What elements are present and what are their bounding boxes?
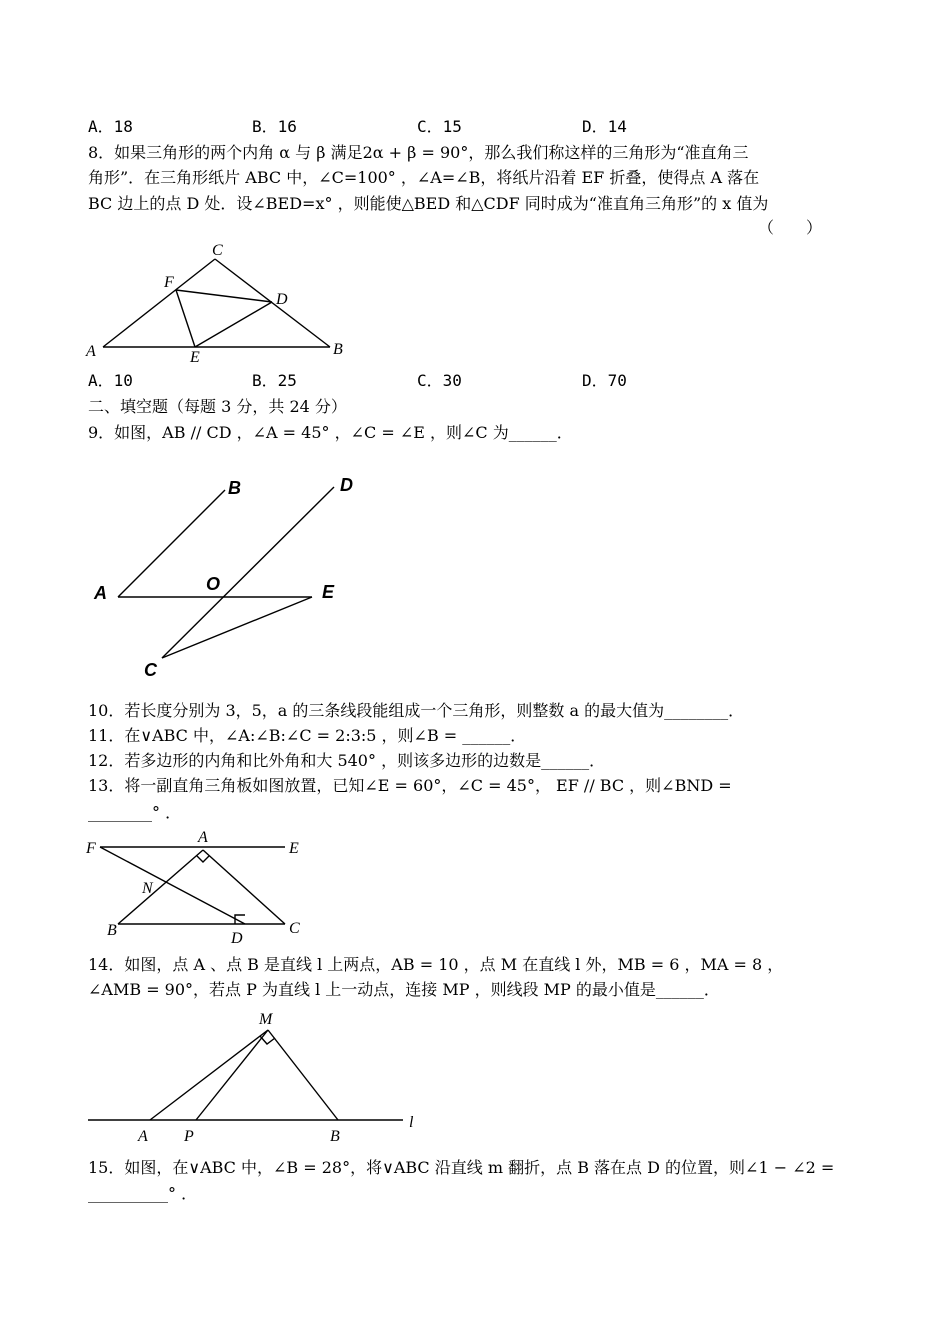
q14-line-am [150,1030,268,1120]
q15-line1: 15．如图，在∨ABC 中，∠B = 28°，将∨ABC 沿直线 m 翻折，点 B 落在点 D 的位置，则∠1 − ∠2 = [88,1158,835,1177]
q14-label-p: P [184,1128,194,1145]
q13-label-d: D [231,930,243,947]
q9-label-c: C [144,660,157,680]
q10-text: 10．若长度分别为 3，5，a 的三条线段能组成一个三角形，则整数 a 的最大值为________． [88,701,745,720]
q9-text: 9．如图，AB // CD ，∠A = 45° ，∠C = ∠E ，则∠C 为______． [88,423,573,442]
q8-option-a: A．10 [88,371,133,390]
q7-option-a: A．18 [88,117,133,136]
q11-text: 11．在∨ABC 中，∠A:∠B:∠C = 2:3:5 ，则∠B = ______． [88,726,527,745]
q13-label-f: F [86,840,96,857]
q8-label-b: B [333,341,343,358]
q8-label-e: E [190,349,200,366]
q13-label-c: C [289,920,300,937]
q8-option-b: B．25 [252,371,297,390]
q14-line2: ∠AMB = 90°，若点 P 为直线 l 上一动点，连接 MP ，则线段 MP 的最小值是______． [88,980,720,999]
q9-label-b: B [228,478,241,498]
q8-line1: 8．如果三角形的两个内角 α 与 β 满足2α + β = 90°，那么我们称这样的三角形为“准直角三 [88,143,749,162]
q13-label-a: A [198,829,208,846]
q14-line-pm [196,1030,268,1120]
q13-label-n: N [142,880,153,897]
q8-label-d: D [276,291,288,308]
q13-line2: ________° ． [88,803,182,822]
q15-line2: __________° ． [88,1184,198,1203]
q7-option-c: C．15 [417,117,462,136]
q14-label-m: M [259,1011,273,1028]
q13-label-e: E [289,840,299,857]
q8-line3: BC 边上的点 D 处．设∠BED=x° ，则能使△BED 和△CDF 同时成为“准直角三角形”的 x 值为 [88,194,769,213]
q12-text: 12．若多边形的内角和比外角和大 540° ，则该多边形的边数是______． [88,751,606,770]
q8-answer-bracket: （ ） [758,218,823,237]
q8-option-c: C．30 [417,371,462,390]
q14-label-b: B [330,1128,340,1145]
q9-label-e: E [322,582,335,602]
q14-line1: 14．如图，点 A 、点 B 是直线 l 上两点，AB = 10 ，点 M 在直线 l 外，MB = 6 ，MA = 8 ， [88,955,784,974]
q13-line1: 13．将一副直角三角板如图放置，已知∠E = 60°，∠C = 45°， EF // BC ，则∠BND = [88,776,732,795]
q9-label-d: D [340,475,353,495]
q8-label-c: C [212,242,223,259]
q7-option-d: D．14 [582,117,627,136]
q8-line2: 角形”．在三角形纸片 ABC 中，∠C=100° ，∠A=∠B，将纸片沿着 EF 折叠，使得点 A 落在 [88,168,760,187]
q7-option-b: B．16 [252,117,297,136]
q9-label-o: O [206,574,221,594]
q14-label-a: A [138,1128,148,1145]
q9-label-a: A [94,583,107,603]
q14-line-mb [268,1030,338,1120]
q8-label-a: A [86,343,96,360]
q8-option-d: D．70 [582,371,627,390]
q13-label-b: B [107,922,117,939]
q8-label-f: F [164,274,174,291]
q14-label-l: l [409,1114,414,1131]
section-2-title: 二、填空题（每题 3 分，共 24 分） [88,397,347,416]
